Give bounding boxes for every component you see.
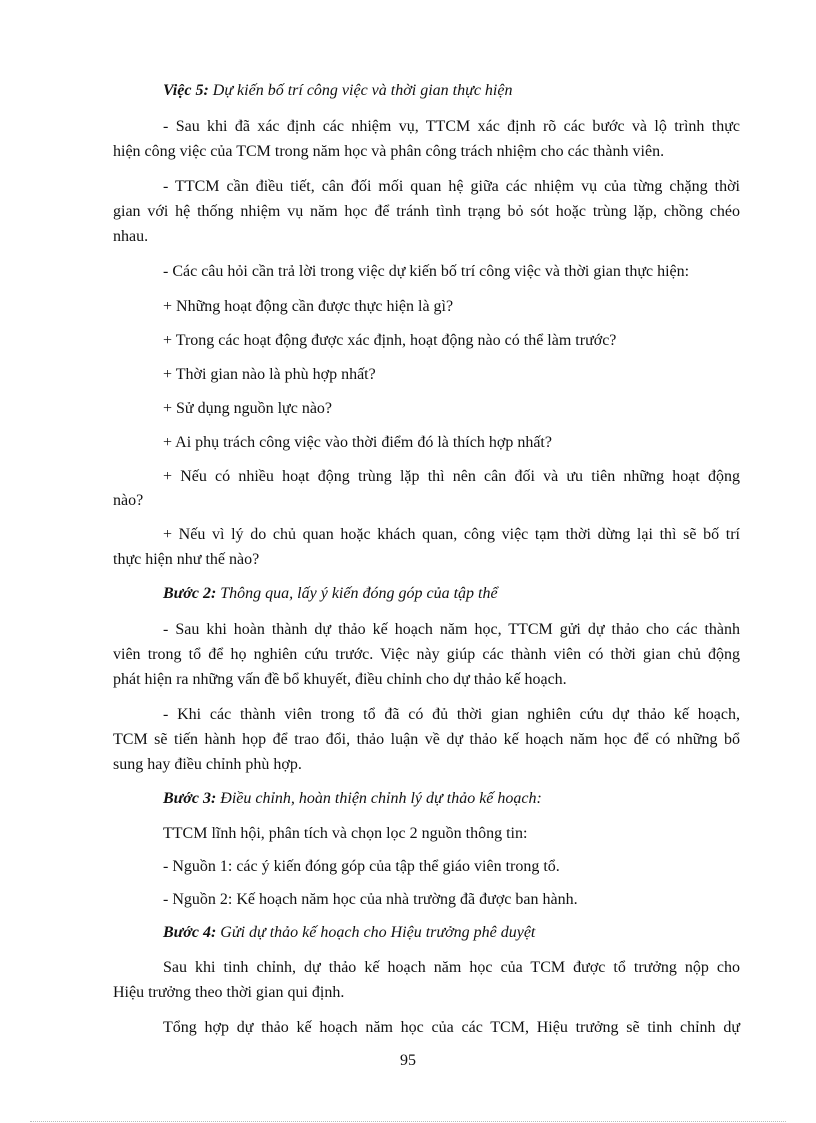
heading-title: Gửi dự thảo kế hoạch cho Hiệu trưởng phê duyệt [216, 924, 536, 941]
section-heading-buoc-4 [163, 922, 535, 944]
paragraph-line: sung hay điều chỉnh phù hợp. [113, 756, 302, 773]
paragraph-line: Hiệu trưởng theo thời gian qui định. [113, 984, 345, 1001]
heading-label: Bước 3: [163, 790, 217, 807]
paragraph-line: - Sau khi đã xác định các nhiệm vụ, TTCM xác định rõ các bước và lộ trình thực [163, 118, 740, 135]
page-number: 95 [400, 1052, 416, 1069]
paragraph-line: Tổng hợp dự thảo kế hoạch năm học của các TCM, Hiệu trưởng sẽ tinh chỉnh dự [163, 1019, 740, 1036]
paragraph-line: - Khi các thành viên trong tổ đã có đủ thời gian nghiên cứu dự thảo kế hoạch, [163, 706, 740, 723]
heading-title: Điều chỉnh, hoàn thiện chỉnh lý dự thảo kế hoạch: [216, 790, 542, 807]
section-heading-viec-5 [163, 80, 512, 102]
paragraph-line: gian với hệ thống nhiệm vụ năm học để tránh tình trạng bỏ sót hoặc trùng lặp, chồng chéo [113, 203, 740, 220]
question-item: + Sử dụng nguồn lực nào? [163, 400, 333, 417]
source-item: - Nguồn 2: Kế hoạch năm học của nhà trường đã được ban hành. [163, 891, 578, 908]
paragraph-line: Sau khi tinh chỉnh, dự thảo kế hoạch năm học của TCM được tổ trưởng nộp cho [163, 959, 740, 976]
heading-label: Bước 4: [163, 924, 217, 941]
question-item: + Nếu có nhiều hoạt động trùng lặp thì nên cân đối và ưu tiên những hoạt động [163, 468, 740, 485]
question-item: + Những hoạt động cần được thực hiện là gì? [163, 298, 454, 315]
question-item: + Nếu vì lý do chủ quan hoặc khách quan, công việc tạm thời dừng lại thì sẽ bố trí [163, 526, 740, 543]
paragraph-line: - TTCM cần điều tiết, cân đối mối quan hệ giữa các nhiệm vụ của từng chặng thời [163, 178, 740, 195]
paragraph-line: nhau. [113, 228, 149, 245]
question-item-continued: nào? [113, 492, 144, 509]
heading-title: Thông qua, lấy ý kiến đóng góp của tập thể [216, 585, 498, 602]
heading-title: Dự kiến bố trí công việc và thời gian thực hiện [208, 82, 513, 99]
paragraph-line: TTCM lĩnh hội, phân tích và chọn lọc 2 nguồn thông tin: [163, 825, 528, 842]
paragraph-line: - Sau khi hoàn thành dự thảo kế hoạch năm học, TTCM gửi dự thảo cho các thành [163, 621, 740, 638]
heading-label: Bước 2: [163, 585, 217, 602]
source-item: - Nguồn 1: các ý kiến đóng góp của tập thể giáo viên trong tổ. [163, 858, 560, 875]
paragraph-line: viên trong tổ để họ nghiên cứu trước. Việc này giúp các thành viên có thời gian chủ động [113, 646, 740, 663]
question-item: + Trong các hoạt động được xác định, hoạt động nào có thể làm trước? [163, 332, 617, 349]
heading-label: Việc 5: [163, 82, 209, 99]
question-item: + Ai phụ trách công việc vào thời điểm đó là thích hợp nhất? [163, 434, 552, 451]
section-heading-buoc-2 [163, 583, 498, 605]
question-item: + Thời gian nào là phù hợp nhất? [163, 366, 376, 383]
question-item-continued: thực hiện như thế nào? [113, 551, 260, 568]
paragraph-line: - Các câu hỏi cần trả lời trong việc dự kiến bố trí công việc và thời gian thực hiện: [163, 263, 690, 280]
paragraph-line: TCM sẽ tiến hành họp để trao đổi, thảo luận về dự thảo kế hoạch năm học để có những bổ [113, 731, 740, 748]
section-heading-buoc-3 [163, 788, 542, 810]
paragraph-line: hiện công việc của TCM trong năm học và phân công trách nhiệm cho các thành viên. [113, 143, 665, 160]
page-bottom-divider [30, 1121, 786, 1122]
paragraph-line: phát hiện ra những vấn đề bổ khuyết, điều chỉnh cho dự thảo kế hoạch. [113, 671, 567, 688]
